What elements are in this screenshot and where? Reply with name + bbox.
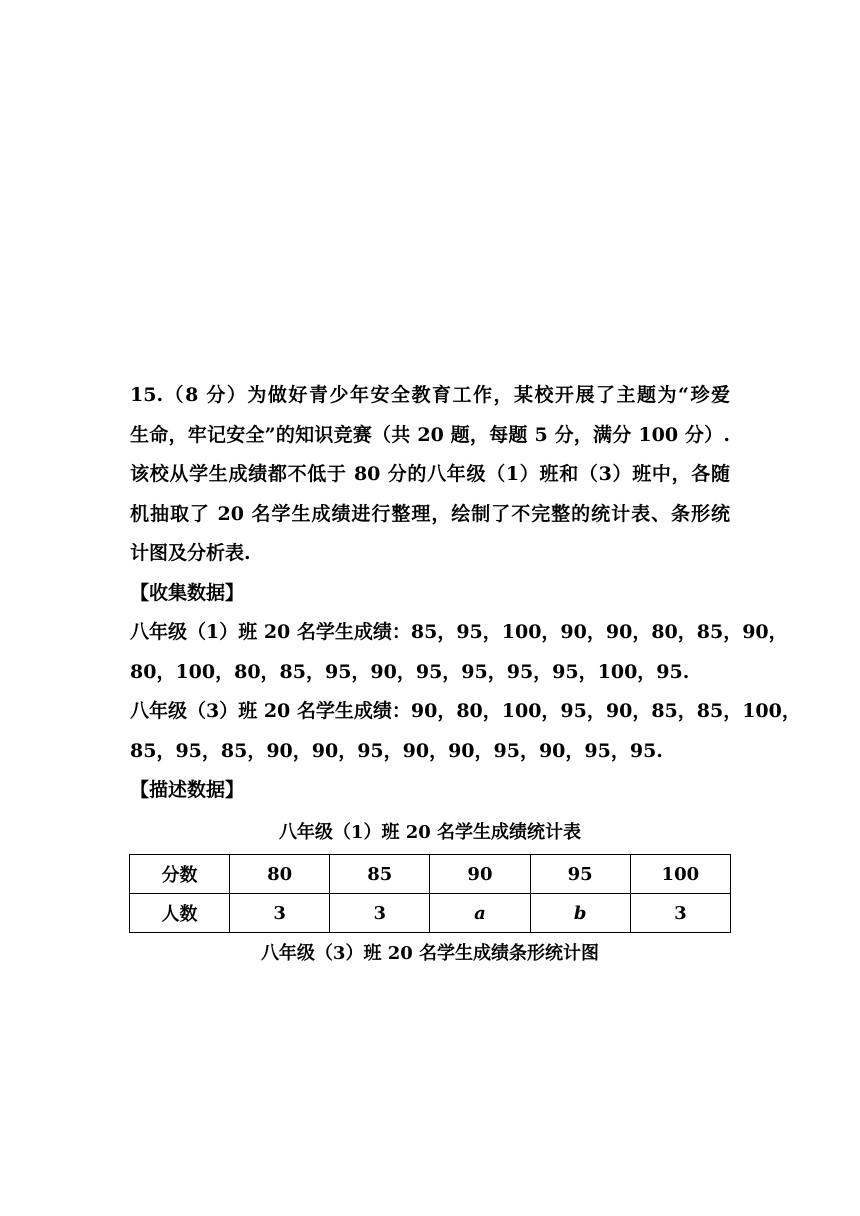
table-cell: a: [430, 894, 530, 933]
score-table: [129, 854, 731, 933]
table-cell: 人数: [130, 894, 230, 933]
class1-scores: [130, 613, 788, 692]
table-cell: 分数: [130, 855, 230, 894]
class1-scores-line: 八年级（1）班 20 名学生成绩：85，95，100，90，90，80，85，90，: [130, 621, 788, 643]
problem-line: 计图及分析表.: [130, 542, 251, 564]
describe-heading: 【描述数据】: [130, 779, 245, 801]
table-cell: 3: [330, 894, 430, 933]
table-caption: 八年级（1）班 20 名学生成绩统计表: [278, 822, 582, 843]
table-cell: b: [530, 894, 630, 933]
table-cell: 85: [330, 855, 430, 894]
table-row: [130, 855, 731, 894]
class3-scores-line: 85，95，85，90，90，95，90，90，95，90，95，95.: [130, 739, 663, 762]
chart-caption: 八年级（3）班 20 名学生成绩条形统计图: [260, 943, 600, 964]
problem-statement: [130, 376, 730, 574]
table-cell: 3: [230, 894, 330, 933]
collect-heading: 【收集数据】: [130, 582, 245, 604]
table-cell: 95: [530, 855, 630, 894]
problem-line: 15.（8 分）为做好青少年安全教育工作，某校开展了主题为“珍爱: [130, 384, 730, 406]
problem-line: 机抽取了 20 名学生成绩进行整理，绘制了不完整的统计表、条形统: [130, 502, 730, 525]
table-cell: 90: [430, 855, 530, 894]
problem-line: 生命，牢记安全”的知识竞赛（共 20 题，每题 5 分，满分 100 分）.: [130, 423, 730, 446]
table-cell: 100: [630, 855, 730, 894]
class3-scores: [130, 692, 801, 771]
problem-line: 该校从学生成绩都不低于 80 分的八年级（1）班和（3）班中，各随: [130, 463, 730, 485]
table-cell: 3: [630, 894, 730, 933]
class3-scores-line: 八年级（3）班 20 名学生成绩：90，80，100，95，90，85，85，100，: [130, 700, 801, 722]
table-cell: 80: [230, 855, 330, 894]
table-row: [130, 894, 731, 933]
class1-scores-line: 80，100，80，85，95，90，95，95，95，95，100，95.: [130, 660, 690, 683]
